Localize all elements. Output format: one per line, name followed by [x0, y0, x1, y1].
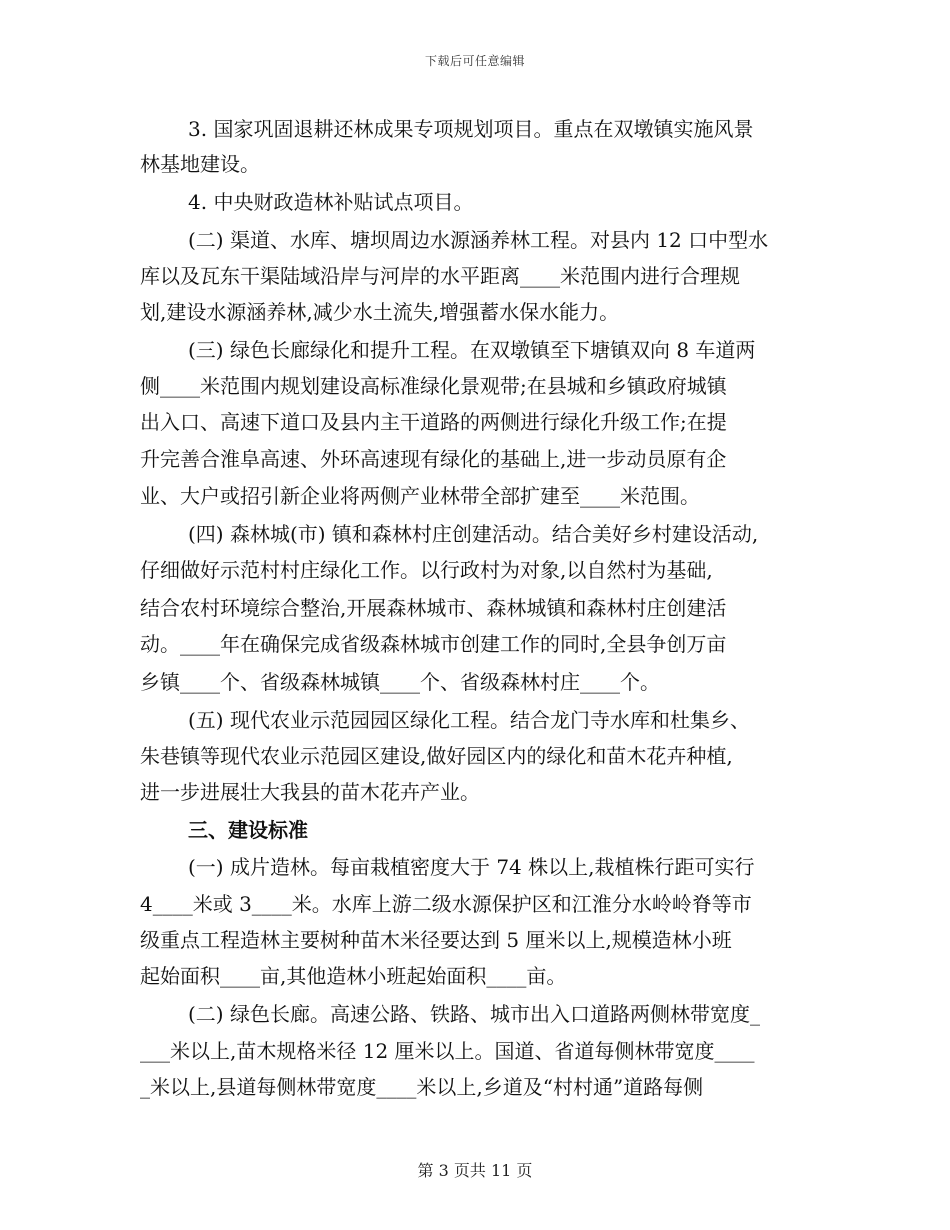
- page-header: 下载后可任意编辑: [424, 54, 525, 68]
- paragraph-line: 起始面积____亩,其他造林小班起始面积____亩。: [140, 964, 567, 988]
- paragraph-line: (五) 现代农业示范园园区绿化工程。结合龙门寺水库和杜集乡、: [188, 708, 750, 732]
- paragraph-line: 4. 中央财政造林补贴试点项目。: [188, 190, 474, 214]
- paragraph-line: 进一步进展壮大我县的苗木花卉产业。: [140, 780, 480, 804]
- paragraph-line: 级重点工程造林主要树种苗木米径要达到 5 厘米以上,规模造林小班: [140, 928, 732, 952]
- paragraph-line: 划,建设水源涵养林,减少水土流失,增强蓄水保水能力。: [140, 300, 620, 324]
- paragraph-line: _米以上,县道每侧林带宽度____米以上,乡道及“村村通”道路每侧: [140, 1075, 704, 1099]
- paragraph-line: 出入口、高速下道口及县内主干道路的两侧进行绿化升级工作;在提: [140, 410, 727, 434]
- paragraph-line: 乡镇____个、省级森林城镇____个、省级森林村庄____个。: [140, 670, 660, 694]
- paragraph-line: 朱巷镇等现代农业示范园区建设,做好园区内的绿化和苗木花卉种植,: [140, 744, 733, 768]
- paragraph-line: 升完善合淮阜高速、外环高速现有绿化的基础上,进一步动员原有企: [140, 447, 727, 471]
- paragraph-line: 库以及瓦东干渠陆域沿岸与河岸的水平距离____米范围内进行合理规: [140, 264, 740, 288]
- paragraph-line: (三) 绿色长廊绿化和提升工程。在双墩镇至下塘镇双向 8 车道两: [188, 338, 756, 362]
- paragraph-line: 侧____米范围内规划建设高标准绿化景观带;在县城和乡镇政府城镇: [140, 374, 727, 398]
- paragraph-line: 4____米或 3____米。水库上游二级水源保护区和江淮分水岭岭脊等市: [140, 892, 752, 916]
- paragraph-line: (四) 森林城(市) 镇和森林村庄创建活动。结合美好乡村建设活动,: [188, 522, 759, 546]
- paragraph-line: 林基地建设。: [140, 152, 260, 176]
- paragraph-line: 业、大户或招引新企业将两侧产业林带全部扩建至____米范围。: [140, 484, 700, 508]
- section-heading: 三、建设标准: [188, 818, 308, 842]
- paragraph-line: 结合农村环境综合整治,开展森林城市、森林城镇和森林村庄创建活: [140, 596, 727, 620]
- page-footer: 第 3 页共 11 页: [417, 1161, 533, 1180]
- paragraph-line: 动。____年在确保完成省级森林城市创建工作的同时,全县争创万亩: [140, 632, 727, 656]
- paragraph-line: ___米以上,苗木规格米径 12 厘米以上。国道、省道每侧林带宽度____: [140, 1039, 755, 1063]
- paragraph-line: 3. 国家巩固退耕还林成果专项规划项目。重点在双墩镇实施风景: [188, 117, 754, 141]
- paragraph-line: 仔细做好示范村村庄绿化工作。以行政村为对象,以自然村为基础,: [140, 558, 713, 582]
- paragraph-line: (一) 成片造林。每亩栽植密度大于 74 株以上,栽植株行距可实行: [188, 855, 755, 879]
- paragraph-line: (二) 渠道、水库、塘坝周边水源涵养林工程。对县内 12 口中型水: [188, 228, 769, 252]
- paragraph-line: (二) 绿色长廊。高速公路、铁路、城市出入口道路两侧林带宽度_: [188, 1002, 760, 1026]
